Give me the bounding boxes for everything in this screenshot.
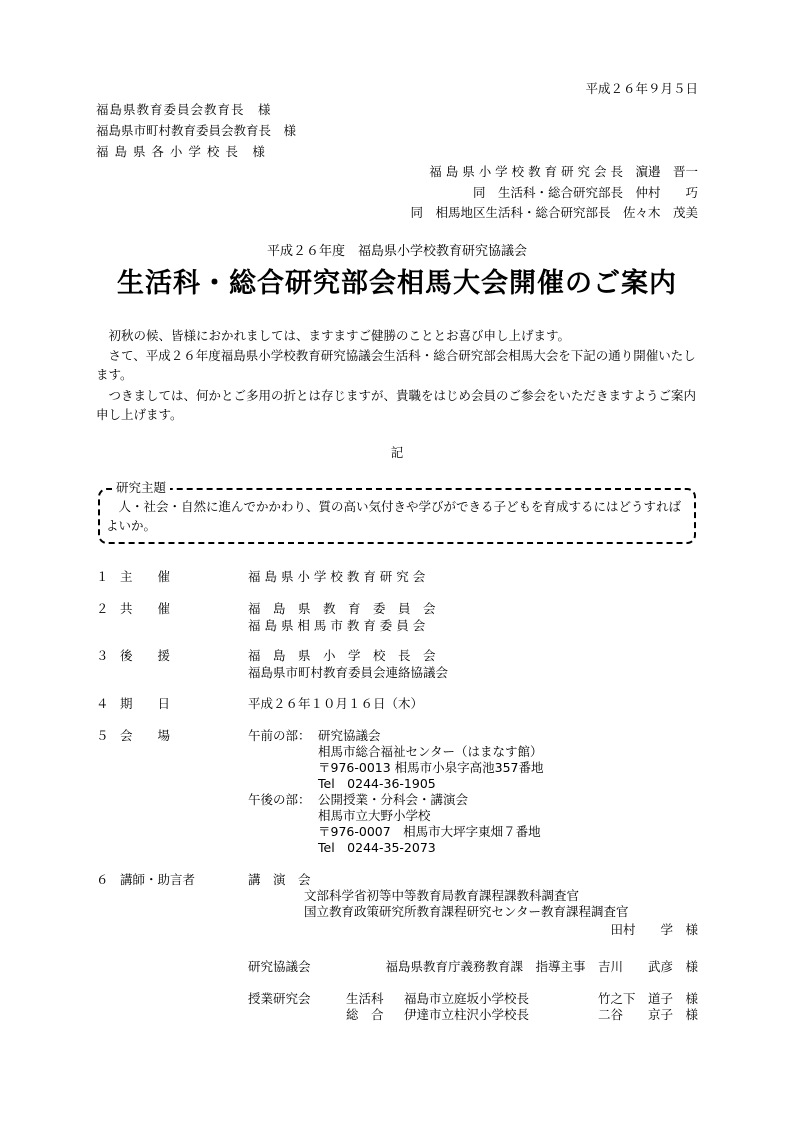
class-advisor-name: 竹之下 道子 様 xyxy=(597,991,698,1006)
research-theme-label: 研究主題 xyxy=(112,479,170,496)
class-session-label: 授業研究会 xyxy=(248,991,311,1006)
research-theme-text: 人・社会・自然に進んでかかわり、質の高い気付きや学びができる子どもを育成するにはどうすればよいか。 xyxy=(106,499,682,533)
lecturer-name: 田村 学 様 xyxy=(610,922,698,937)
venue-line: Tel 0244-36-1905 xyxy=(318,776,436,791)
body-paragraph: つきましては、何かとご多用の折とは存じますが、貴職をはじめ会員のご参会をいただきますようご案内申し上げます。 xyxy=(96,388,697,422)
research-session-advisor: 福島県教育庁義務教育課 指導主事 吉川 武彦 様 xyxy=(385,959,698,974)
research-session-label: 研究協議会 xyxy=(248,959,311,974)
venue-afternoon-label: 午後の部： xyxy=(248,792,311,807)
page-title: 生活科・総合研究部会相馬大会開催のご案内 xyxy=(117,268,677,299)
venue-line: 〒976-0013 相馬市小泉字高池357番地 xyxy=(318,760,544,775)
item-value: 福 島 県 小 学 校 教 育 研 究 会 xyxy=(248,569,426,584)
item-value: 福 島 県 相 馬 市 教 育 委 員 会 xyxy=(248,618,426,633)
venue-line: 相馬市総合福祉センター（はまなす館） xyxy=(318,744,543,759)
item-value: 福 島 県 小 学 校 長 会 xyxy=(248,648,436,663)
venue-line: 公開授業・分科会・講演会 xyxy=(318,792,469,807)
item-label: 共 催 xyxy=(120,601,171,616)
item-label: 後 援 xyxy=(120,648,171,663)
item-value: 平成２６年１０月１６日（木） xyxy=(248,696,424,711)
item-label: 講師・助言者 xyxy=(120,872,196,887)
sender-line: 同 生活科・総合研究部長 仲村 巧 xyxy=(472,185,698,200)
item-value: 福 島 県 教 育 委 員 会 xyxy=(248,601,436,616)
item-number: ２ xyxy=(96,601,109,616)
class-advisor-name: 二谷 京子 様 xyxy=(597,1007,698,1022)
ki-heading: 記 xyxy=(390,445,404,460)
item-number: ５ xyxy=(96,728,109,743)
venue-line: 相馬市立大野小学校 xyxy=(318,808,431,823)
sender-line: 福 島 県 小 学 校 教 育 研 究 会 長 濵邉 晋一 xyxy=(429,164,698,179)
recipient-line: 福 島 県 各 小 学 校 長 様 xyxy=(96,144,266,159)
lecturer-title: 国立教育政策研究所教育課程研究センター教育課程調査官 xyxy=(304,904,629,919)
venue-line: 研究協議会 xyxy=(318,728,381,743)
recipient-line: 福島県市町村教育委員会教育長 様 xyxy=(96,123,297,138)
document-date: 平成２６年９月５日 xyxy=(585,81,698,96)
item-number: １ xyxy=(96,569,109,584)
item-number: ４ xyxy=(96,696,109,711)
item-label: 期 日 xyxy=(120,696,171,711)
lecturer-title: 文部科学省初等中等教育局教育課程課教科調査官 xyxy=(304,888,580,903)
item-number: ６ xyxy=(96,872,109,887)
item-value: 福島県市町村教育委員会連絡協議会 xyxy=(248,665,449,680)
class-advisor-subject: 総 合 xyxy=(346,1007,384,1022)
recipient-line: 福島県教育委員会教育長 様 xyxy=(96,102,272,117)
title-subheading: 平成２６年度 福島県小学校教育研究協議会 xyxy=(266,244,527,259)
class-advisor-subject: 生活科 xyxy=(346,991,384,1006)
lecture-label: 講 演 会 xyxy=(248,872,311,887)
item-label: 会 場 xyxy=(120,728,171,743)
venue-morning-label: 午前の部： xyxy=(248,728,311,743)
venue-line: 〒976-0007 相馬市大坪字東畑７番地 xyxy=(318,824,541,839)
body-paragraph: 初秋の候、皆様におかれましては、ますますご健勝のこととお喜び申し上げます。 xyxy=(108,328,571,343)
class-advisor-school: 伊達市立柱沢小学校長 xyxy=(404,1007,530,1022)
body-paragraph: さて、平成２６年度福島県小学校教育研究協議会生活科・総合研究部会相馬大会を下記の通り開催いたします。 xyxy=(96,348,696,382)
item-label: 主 催 xyxy=(120,569,171,584)
class-advisor-school: 福島市立庭坂小学校長 xyxy=(404,991,530,1006)
sender-line: 同 相馬地区生活科・総合研究部長 佐々木 茂美 xyxy=(410,205,698,220)
item-number: ３ xyxy=(96,648,109,663)
venue-line: Tel 0244-35-2073 xyxy=(318,840,436,855)
